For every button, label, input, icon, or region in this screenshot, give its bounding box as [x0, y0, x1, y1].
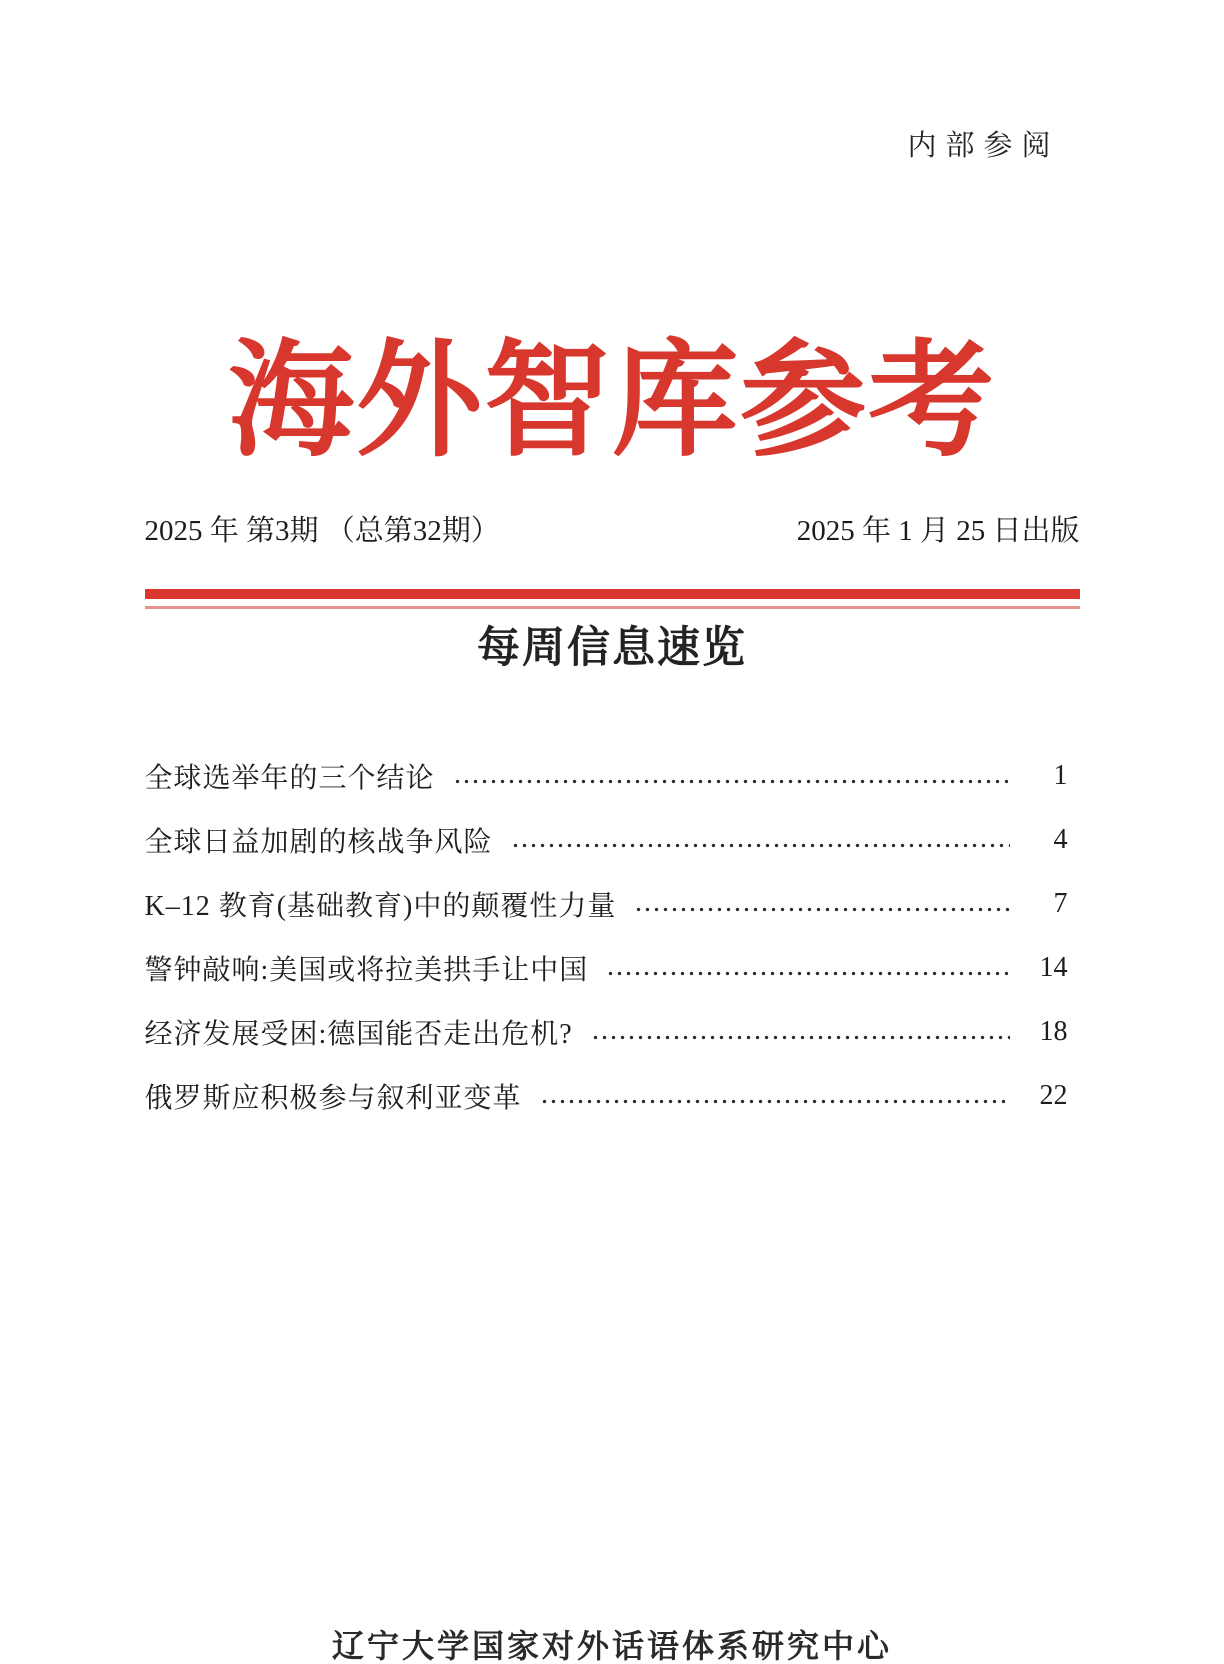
dot-leader: [634, 907, 1009, 912]
classification-label: 内部参阅: [907, 130, 1060, 162]
divider-thin-rule: [145, 606, 1080, 609]
toc-item-title: 警钟敲响:美国或将拉美拱手让中国: [144, 955, 589, 987]
toc-item: [145, 744, 1080, 808]
publication-title: 海外智库参考: [228, 333, 996, 473]
issue-info-row: [145, 514, 1080, 549]
toc-item-page: 7: [1053, 888, 1068, 920]
toc-item-page: 18: [1039, 1016, 1068, 1048]
toc-item-title: 经济发展受困:德国能否走出危机?: [144, 1019, 573, 1051]
page-content: [145, 125, 1080, 1128]
document-page: [0, 125, 1224, 1664]
toc-item: [145, 936, 1080, 1000]
toc-item: [145, 1000, 1080, 1064]
issue-number: 2025 年 第3期 （总第32期）: [144, 515, 500, 548]
toc-item: [145, 808, 1080, 872]
toc-item: [145, 872, 1080, 936]
table-of-contents: [145, 744, 1080, 1128]
toc-item-page: 1: [1053, 760, 1068, 792]
divider-thick-rule: [145, 589, 1080, 599]
dot-leader: [511, 843, 1010, 848]
dot-leader: [540, 1099, 1010, 1104]
publish-date: 2025 年 1 月 25 日出版: [796, 515, 1080, 548]
toc-item-title: K–12 教育(基础教育)中的颠覆性力量: [144, 891, 617, 923]
dot-leader: [453, 779, 1010, 784]
toc-item-title: 全球日益加剧的核战争风险: [144, 827, 493, 859]
toc-item-page: 4: [1053, 824, 1068, 856]
section-title: 每周信息速览: [477, 624, 747, 673]
toc-item-page: 22: [1039, 1080, 1068, 1112]
toc-item-title: 全球选举年的三个结论: [144, 763, 435, 795]
dot-leader: [606, 971, 1009, 976]
toc-item-title: 俄罗斯应积极参与叙利亚变革: [144, 1083, 522, 1115]
toc-item-page: 14: [1039, 952, 1068, 984]
publisher: 辽宁大学国家对外话语体系研究中心: [331, 1628, 892, 1664]
toc-item: [145, 1064, 1080, 1128]
dot-leader: [591, 1035, 1010, 1040]
